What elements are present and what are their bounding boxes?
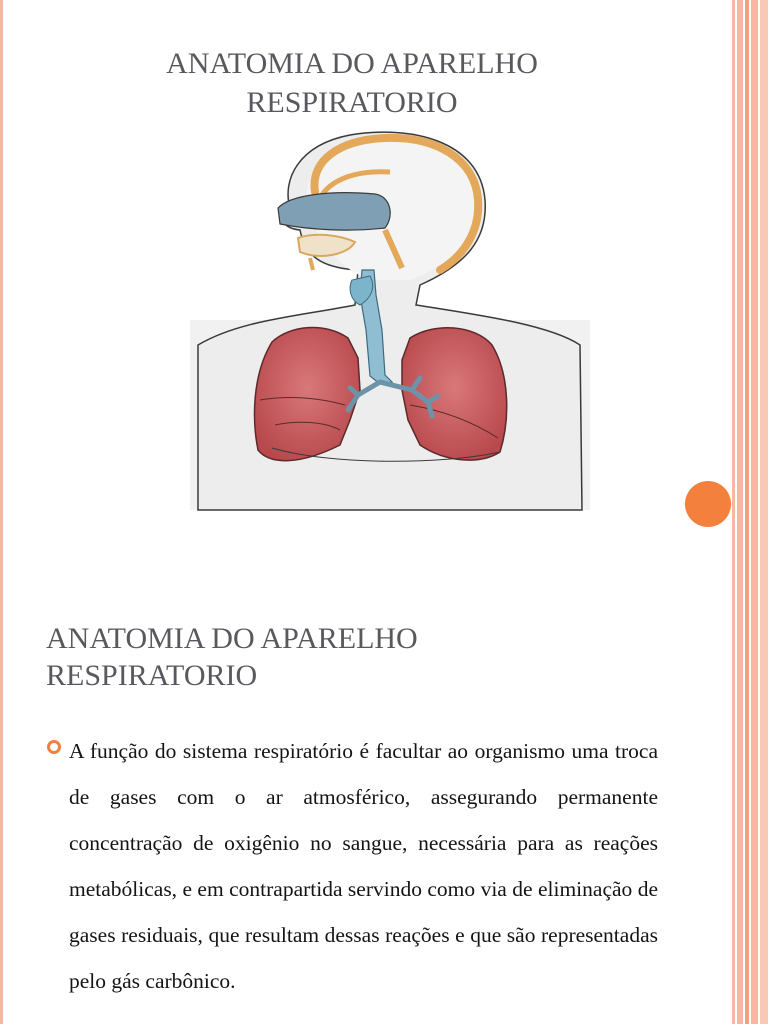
slide-2-title: ANATOMIA DO APARELHO RESPIRATORIO	[46, 622, 418, 692]
bullet-ring-icon	[47, 740, 61, 754]
bullet-list	[46, 728, 658, 1004]
slide-1-title: ANATOMIA DO APARELHO RESPIRATORIO	[166, 47, 538, 119]
respiratory-system-illustration	[180, 120, 600, 520]
slide-side-decoration	[732, 0, 768, 1024]
bullet-text: A função do sistema respiratório é facultar ao organismo uma troca de gases com o ar atmosférico, assegurando permanente concentração de oxigênio no sangue, necessária para as reações metabólicas, e em contrapartida servindo como via de eliminação de gases residuais, que resultam dessas reações e que são representadas pelo gás carbônico.	[69, 739, 658, 993]
accent-circle	[685, 481, 731, 527]
bullet-item	[46, 728, 658, 1004]
slide-left-border	[0, 0, 3, 1024]
